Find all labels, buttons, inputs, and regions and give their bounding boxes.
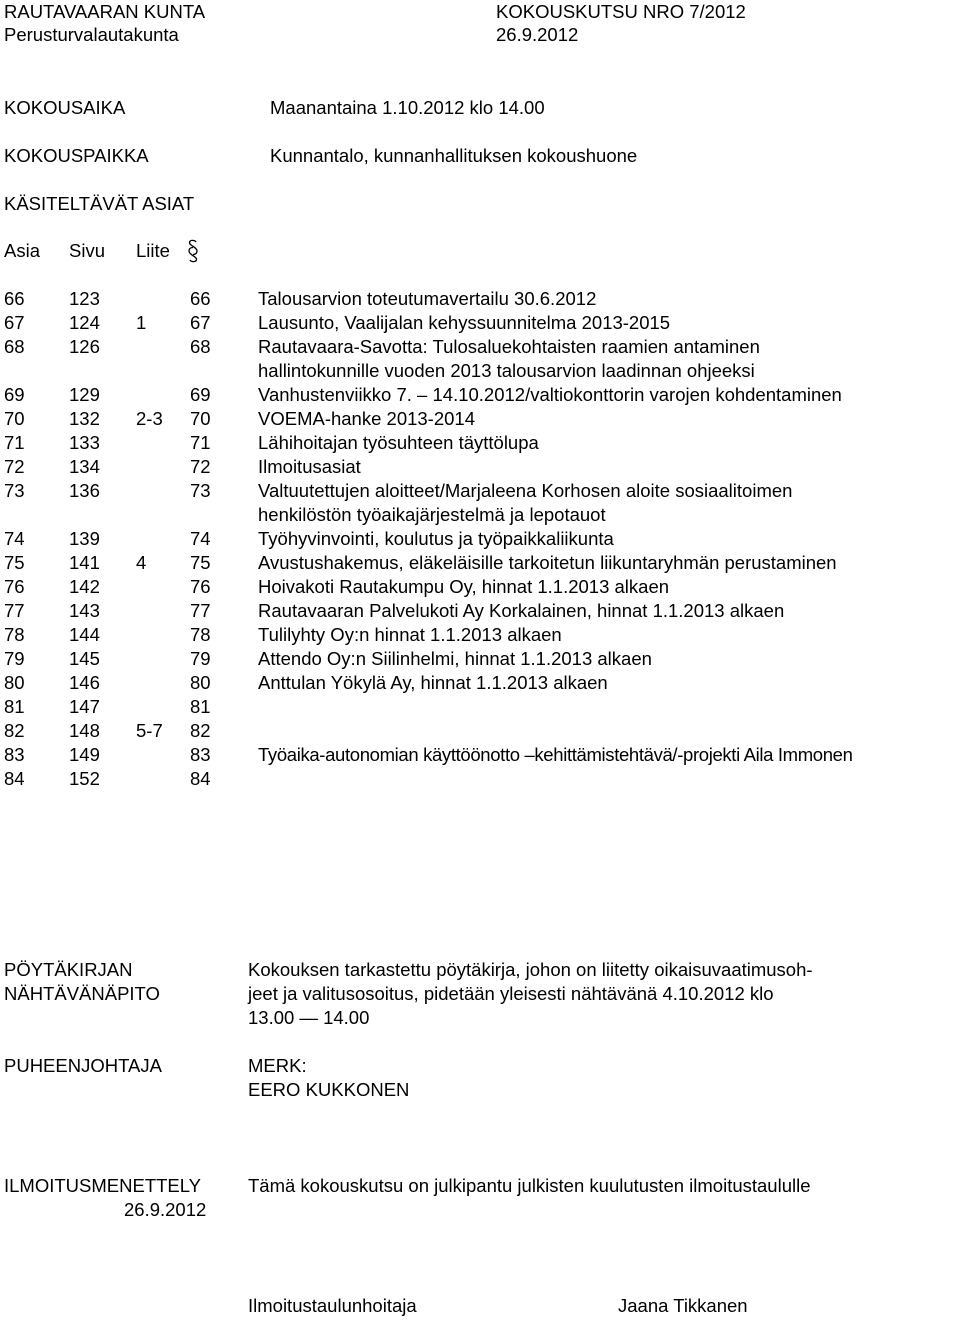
minutes-text-line2: jeet ja valitusosoitus, pidetään yleisesti nähtävänä 4.10.2012 klo	[248, 983, 774, 1004]
agenda-row	[0, 409, 960, 431]
agenda-title: Talousarvion toteutumavertailu 30.6.2012	[258, 288, 597, 309]
agenda-row-continuation	[0, 361, 960, 383]
signature-name: Jaana Tikkanen	[618, 1295, 748, 1316]
chair-name: EERO KUKKONEN	[248, 1079, 410, 1100]
agenda-paragraph: 67	[190, 312, 211, 333]
agenda-title: Attendo Oy:n Siilinhelmi, hinnat 1.1.2013 alkaen	[258, 648, 652, 669]
agenda-sivu: 129	[69, 384, 100, 405]
agenda-row	[0, 457, 960, 479]
agenda-title: Valtuutettujen aloitteet/Marjaleena Korhosen aloite sosiaalitoimen	[258, 480, 793, 501]
agenda-paragraph: 73	[190, 480, 211, 501]
meeting-time-value: Maanantaina 1.10.2012 klo 14.00	[270, 97, 545, 118]
meeting-place-label: KOKOUSPAIKKA	[4, 145, 149, 166]
column-sivu: Sivu	[69, 240, 105, 261]
agenda-title: Ilmoitusasiat	[258, 456, 361, 477]
agenda-row	[0, 721, 960, 743]
minutes-text-line3: 13.00 — 14.00	[248, 1007, 370, 1028]
agenda-title: Työhyvinvointi, koulutus ja työpaikkaliikunta	[258, 528, 614, 549]
agenda-asia: 72	[4, 456, 25, 477]
agenda-sivu: 133	[69, 432, 100, 453]
chair-label: PUHEENJOHTAJA	[4, 1055, 162, 1076]
agenda-asia: 79	[4, 648, 25, 669]
agenda-row	[0, 385, 960, 407]
agenda-title: Avustushakemus, eläkeläisille tarkoitetun liikuntaryhmän perustaminen	[258, 552, 837, 573]
signature-role: Ilmoitustaulunhoitaja	[248, 1295, 417, 1316]
agenda-asia: 82	[4, 720, 25, 741]
agenda-title: Anttulan Yökylä Ay, hinnat 1.1.2013 alkaen	[258, 672, 608, 693]
agenda-asia: 69	[4, 384, 25, 405]
agenda-asia: 66	[4, 288, 25, 309]
agenda-asia: 70	[4, 408, 25, 429]
agenda-paragraph: 83	[190, 744, 211, 765]
agenda-sivu: 134	[69, 456, 100, 477]
agenda-liite: 2-3	[136, 408, 163, 429]
agenda-title: Lausunto, Vaalijalan kehyssuunnitelma 2013-2015	[258, 312, 671, 333]
announcement-date: 26.9.2012	[124, 1199, 207, 1220]
agenda-paragraph: 69	[190, 384, 211, 405]
section-sign-icon	[186, 238, 200, 264]
agenda-asia: 71	[4, 432, 25, 453]
agenda-asia: 84	[4, 768, 25, 789]
meeting-time-label: KOKOUSAIKA	[4, 97, 126, 118]
agenda-asia: 83	[4, 744, 25, 765]
minutes-label-line1: PÖYTÄKIRJAN	[4, 959, 133, 980]
agenda-title: Hoivakoti Rautakumpu Oy, hinnat 1.1.2013 alkaen	[258, 576, 670, 597]
column-asia: Asia	[4, 240, 40, 261]
agenda-asia: 75	[4, 552, 25, 573]
agenda-paragraph: 76	[190, 576, 211, 597]
agenda-sivu: 144	[69, 624, 100, 645]
agenda-asia: 78	[4, 624, 25, 645]
minutes-label-line2: NÄHTÄVÄNÄPITO	[4, 983, 160, 1004]
agenda-title: VOEMA-hanke 2013-2014	[258, 408, 475, 429]
agenda-row	[0, 289, 960, 311]
agenda-row	[0, 745, 960, 767]
agenda-title: Tulilyhty Oy:n hinnat 1.1.2013 alkaen	[258, 624, 562, 645]
notice-number: KOKOUSKUTSU NRO 7/2012	[496, 1, 746, 22]
board-name: Perusturvalautakunta	[4, 24, 179, 45]
agenda-sivu: 141	[69, 552, 100, 573]
agenda-paragraph: 77	[190, 600, 211, 621]
agenda-asia: 77	[4, 600, 25, 621]
agenda-sivu: 132	[69, 408, 100, 429]
agenda-paragraph: 81	[190, 696, 211, 717]
agenda-sivu: 148	[69, 720, 100, 741]
agenda-title: Vanhustenviikko 7. – 14.10.2012/valtiokonttorin varojen kohdentaminen	[258, 384, 842, 405]
column-liite: Liite	[136, 240, 170, 261]
agenda-asia: 81	[4, 696, 25, 717]
agenda-asia: 67	[4, 312, 25, 333]
agenda-sivu: 142	[69, 576, 100, 597]
agenda-title-continuation: henkilöstön työaikajärjestelmä ja lepotauot	[258, 504, 606, 525]
agenda-paragraph: 70	[190, 408, 211, 429]
chair-merk: MERK:	[248, 1055, 307, 1076]
agenda-row	[0, 697, 960, 719]
agenda-sivu: 136	[69, 480, 100, 501]
agenda-row	[0, 337, 960, 359]
agenda-row	[0, 673, 960, 695]
agenda-asia: 73	[4, 480, 25, 501]
agenda-row	[0, 577, 960, 599]
announcement-label: ILMOITUSMENETTELY	[4, 1175, 202, 1196]
announcement-text: Tämä kokouskutsu on julkipantu julkisten kuulutusten ilmoitustaululle	[248, 1175, 811, 1196]
agenda-sivu: 146	[69, 672, 100, 693]
agenda-sivu: 149	[69, 744, 100, 765]
agenda-row	[0, 625, 960, 647]
agenda-paragraph: 72	[190, 456, 211, 477]
agenda-row	[0, 313, 960, 335]
agenda-paragraph: 66	[190, 288, 211, 309]
agenda-row	[0, 433, 960, 455]
agenda-liite: 1	[136, 312, 147, 333]
agenda-paragraph: 80	[190, 672, 211, 693]
meeting-place-value: Kunnantalo, kunnanhallituksen kokoushuone	[270, 145, 638, 166]
agenda-paragraph: 74	[190, 528, 211, 549]
agenda-asia: 68	[4, 336, 25, 357]
agenda-header-row	[0, 241, 960, 263]
agenda-row	[0, 529, 960, 551]
minutes-text-line1: Kokouksen tarkastettu pöytäkirja, johon on liitetty oikaisuvaatimusoh-	[248, 959, 813, 980]
agenda-sivu: 139	[69, 528, 100, 549]
agenda-asia: 80	[4, 672, 25, 693]
agenda-title: Lähihoitajan työsuhteen täyttölupa	[258, 432, 539, 453]
agenda-sivu: 124	[69, 312, 100, 333]
agenda-paragraph: 71	[190, 432, 211, 453]
agenda-title: Rautavaaran Palvelukoti Ay Korkalainen, hinnat 1.1.2013 alkaen	[258, 600, 785, 621]
org-name: RAUTAVAARAN KUNTA	[4, 1, 206, 22]
agenda-row	[0, 553, 960, 575]
agenda-sivu: 143	[69, 600, 100, 621]
agenda-paragraph: 82	[190, 720, 211, 741]
agenda-row-continuation	[0, 505, 960, 527]
agenda-sivu: 147	[69, 696, 100, 717]
agenda-sivu: 123	[69, 288, 100, 309]
agenda-sivu: 145	[69, 648, 100, 669]
agenda-asia: 74	[4, 528, 25, 549]
agenda-row	[0, 769, 960, 791]
agenda-row	[0, 601, 960, 623]
agenda-heading: KÄSITELTÄVÄT ASIAT	[4, 193, 195, 214]
agenda-paragraph: 79	[190, 648, 211, 669]
agenda-paragraph: 75	[190, 552, 211, 573]
agenda-title-continuation: hallintokunnille vuoden 2013 talousarvion laadinnan ohjeeksi	[258, 360, 755, 381]
agenda-asia: 76	[4, 576, 25, 597]
agenda-title: Työaika-autonomian käyttöönotto –kehittämistehtävä/-projekti Aila Immonen	[258, 744, 853, 765]
agenda-paragraph: 78	[190, 624, 211, 645]
agenda-paragraph: 84	[190, 768, 211, 789]
agenda-liite: 5-7	[136, 720, 163, 741]
agenda-paragraph: 68	[190, 336, 211, 357]
agenda-sivu: 152	[69, 768, 100, 789]
agenda-row	[0, 649, 960, 671]
agenda-title: Rautavaara-Savotta: Tulosaluekohtaisten raamien antaminen	[258, 336, 760, 357]
notice-date: 26.9.2012	[496, 24, 579, 45]
agenda-liite: 4	[136, 552, 147, 573]
agenda-sivu: 126	[69, 336, 100, 357]
agenda-row	[0, 481, 960, 503]
